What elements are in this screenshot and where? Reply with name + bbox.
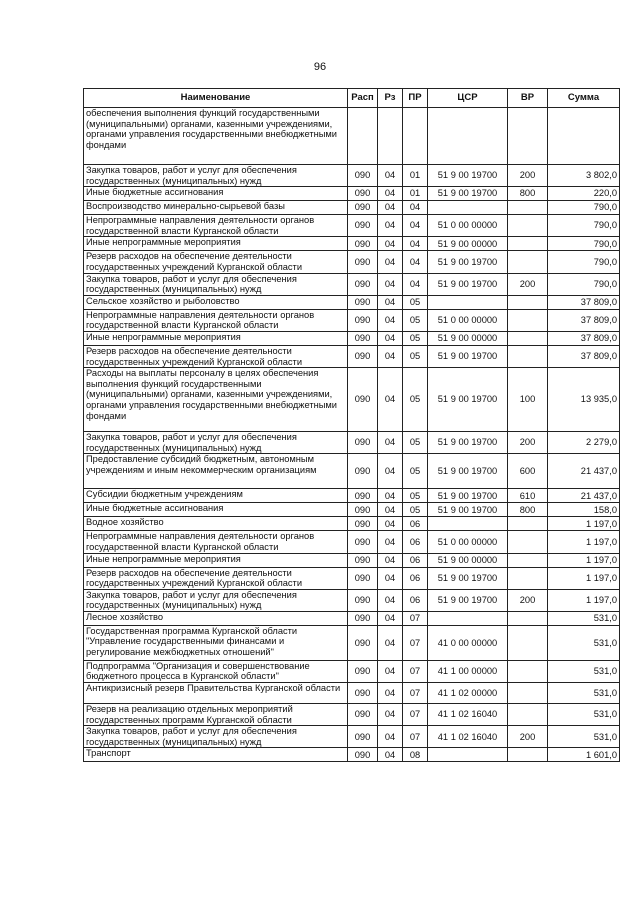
row-name: Иные непрограммные мероприятия [84,553,348,567]
row-vr: 610 [508,489,548,503]
row-csr [428,748,508,762]
row-name: Закупка товаров, работ и услуг для обеспечения государственных (муниципальных) нужд [84,432,348,454]
row-csr: 51 9 00 19700 [428,187,508,201]
row-rz: 04 [378,726,403,748]
table-row [84,683,620,704]
row-name: Закупка товаров, работ и услуг для обеспечения государственных (муниципальных) нужд [84,273,348,295]
row-name: Закупка товаров, работ и услуг для обеспечения государственных (муниципальных) нужд [84,589,348,611]
row-name: Иные непрограммные мероприятия [84,331,348,345]
row-csr [428,201,508,215]
table-row [84,215,620,237]
row-sum: 37 809,0 [548,345,620,367]
row-sum: 531,0 [548,611,620,625]
row-rz: 04 [378,531,403,553]
row-rz: 04 [378,187,403,201]
row-vr [508,295,548,309]
row-name: Резерв расходов на обеспечение деятельности государственных учреждений Курганской области [84,567,348,589]
row-pr: 01 [403,187,428,201]
budget-table [83,88,620,762]
row-csr: 41 1 00 00000 [428,660,508,682]
row-vr: 200 [508,432,548,454]
column-header-sum: Сумма [548,89,620,108]
table-row [84,660,620,682]
row-rasp: 090 [348,432,378,454]
row-csr: 41 1 02 16040 [428,726,508,748]
row-name: Непрограммные направления деятельности органов государственной власти Курганской области [84,309,348,331]
row-csr: 51 9 00 19700 [428,368,508,432]
row-rasp [348,108,378,165]
row-sum: 3 802,0 [548,165,620,187]
row-rasp: 090 [348,611,378,625]
row-rasp: 090 [348,454,378,489]
row-pr: 08 [403,748,428,762]
row-pr: 07 [403,683,428,704]
row-sum: 531,0 [548,704,620,726]
row-csr: 51 9 00 19700 [428,567,508,589]
row-rasp: 090 [348,531,378,553]
row-csr [428,517,508,531]
row-pr [403,108,428,165]
table-row [84,589,620,611]
row-rasp: 090 [348,345,378,367]
row-vr [508,345,548,367]
row-pr: 06 [403,517,428,531]
row-vr: 200 [508,726,548,748]
row-sum: 531,0 [548,683,620,704]
row-name: Сельское хозяйство и рыболовство [84,295,348,309]
row-rz: 04 [378,237,403,251]
row-csr: 51 9 00 19700 [428,432,508,454]
table-row [84,432,620,454]
table-row [84,237,620,251]
row-vr [508,517,548,531]
row-vr: 800 [508,503,548,517]
row-pr: 06 [403,589,428,611]
row-pr: 06 [403,531,428,553]
row-sum: 21 437,0 [548,489,620,503]
row-pr: 04 [403,201,428,215]
row-name: Антикризисный резерв Правительства Курганской области [84,683,348,704]
row-csr [428,108,508,165]
row-sum: 790,0 [548,201,620,215]
row-sum: 158,0 [548,503,620,517]
row-rasp: 090 [348,489,378,503]
row-rasp: 090 [348,237,378,251]
column-header-csr: ЦСР [428,89,508,108]
row-name: Государственная программа Курганской области "Управление государственными финансами и регулирование межбюджетных отношений" [84,625,348,660]
row-rasp: 090 [348,368,378,432]
table-row [84,273,620,295]
row-pr: 04 [403,251,428,273]
row-rasp: 090 [348,251,378,273]
row-pr: 04 [403,215,428,237]
row-rasp: 090 [348,331,378,345]
row-sum: 37 809,0 [548,331,620,345]
row-rz: 04 [378,611,403,625]
row-rz: 04 [378,368,403,432]
row-rz: 04 [378,589,403,611]
row-name: Иные бюджетные ассигнования [84,503,348,517]
row-csr: 51 9 00 00000 [428,331,508,345]
row-rasp: 090 [348,589,378,611]
row-pr: 04 [403,273,428,295]
row-pr: 07 [403,704,428,726]
row-rasp: 090 [348,625,378,660]
row-name: Резерв расходов на обеспечение деятельности государственных учреждений Курганской области [84,251,348,273]
row-csr: 51 9 00 19700 [428,503,508,517]
table-row [84,625,620,660]
table-row [84,517,620,531]
column-header-pr: ПР [403,89,428,108]
row-sum: 220,0 [548,187,620,201]
row-vr: 800 [508,187,548,201]
table-row [84,531,620,553]
table-row [84,704,620,726]
row-sum: 531,0 [548,726,620,748]
row-vr [508,553,548,567]
row-csr: 41 0 00 00000 [428,625,508,660]
row-csr: 51 9 00 00000 [428,553,508,567]
row-pr: 01 [403,165,428,187]
row-rz: 04 [378,625,403,660]
row-rz: 04 [378,165,403,187]
row-csr: 51 0 00 00000 [428,531,508,553]
row-rz: 04 [378,683,403,704]
row-rz: 04 [378,295,403,309]
table-row [84,309,620,331]
row-name: Резерв расходов на обеспечение деятельности государственных учреждений Курганской области [84,345,348,367]
row-rasp: 090 [348,309,378,331]
row-csr: 51 9 00 19700 [428,251,508,273]
row-vr [508,108,548,165]
table-header-row [84,89,620,108]
row-pr: 05 [403,295,428,309]
row-pr: 05 [403,331,428,345]
row-pr: 06 [403,553,428,567]
row-pr: 07 [403,611,428,625]
row-sum: 1 197,0 [548,567,620,589]
row-name: обеспечения выполнения функций государственными (муниципальными) органами, казенными учреждениями, органами управления государственными внебюджетными фондами [84,108,348,165]
row-pr: 07 [403,625,428,660]
row-pr: 05 [403,489,428,503]
row-name: Иные непрограммные мероприятия [84,237,348,251]
row-name: Субсидии бюджетным учреждениям [84,489,348,503]
row-rz: 04 [378,201,403,215]
table-row [84,503,620,517]
row-csr [428,295,508,309]
table-row [84,611,620,625]
row-vr [508,683,548,704]
row-rasp: 090 [348,187,378,201]
row-rz: 04 [378,489,403,503]
row-name: Воспроизводство минерально-сырьевой базы [84,201,348,215]
column-header-rasp: Расп [348,89,378,108]
row-vr: 600 [508,454,548,489]
row-sum: 21 437,0 [548,454,620,489]
row-rz: 04 [378,503,403,517]
row-vr [508,331,548,345]
row-vr: 200 [508,273,548,295]
row-vr: 100 [508,368,548,432]
row-rz: 04 [378,748,403,762]
row-rz: 04 [378,567,403,589]
row-vr [508,567,548,589]
row-csr: 51 0 00 00000 [428,309,508,331]
row-rasp: 090 [348,165,378,187]
row-rz: 04 [378,215,403,237]
row-vr: 200 [508,589,548,611]
row-name: Иные бюджетные ассигнования [84,187,348,201]
table-row [84,251,620,273]
row-pr: 07 [403,726,428,748]
row-sum: 790,0 [548,215,620,237]
row-sum: 790,0 [548,251,620,273]
table-row [84,187,620,201]
row-sum: 1 197,0 [548,553,620,567]
row-vr: 200 [508,165,548,187]
row-csr: 51 9 00 19700 [428,345,508,367]
row-sum: 790,0 [548,237,620,251]
table-row [84,201,620,215]
row-rz: 04 [378,309,403,331]
row-sum: 13 935,0 [548,368,620,432]
row-rz: 04 [378,660,403,682]
row-rz: 04 [378,432,403,454]
row-rasp: 090 [348,215,378,237]
row-vr [508,625,548,660]
table-row [84,489,620,503]
row-name: Предоставление субсидий бюджетным, автономным учреждениям и иным некоммерческим организациям [84,454,348,489]
row-vr [508,611,548,625]
row-sum: 37 809,0 [548,309,620,331]
row-vr [508,237,548,251]
table-row [84,108,620,165]
row-sum: 37 809,0 [548,295,620,309]
row-rasp: 090 [348,567,378,589]
row-vr [508,748,548,762]
row-name: Непрограммные направления деятельности органов государственной власти Курганской области [84,215,348,237]
table-row [84,726,620,748]
row-rz: 04 [378,704,403,726]
table-row [84,748,620,762]
row-sum: 531,0 [548,660,620,682]
row-name: Расходы на выплаты персоналу в целях обеспечения выполнения функций государственными (муниципальными) органами, казенными учреждениями, органами управления государственными внебюджетными фондами [84,368,348,432]
table-row [84,454,620,489]
table-row [84,295,620,309]
row-vr [508,660,548,682]
row-rasp: 090 [348,517,378,531]
row-rz: 04 [378,517,403,531]
row-csr: 51 9 00 19700 [428,589,508,611]
row-name: Резерв на реализацию отдельных мероприятий государственных программ Курганской области [84,704,348,726]
row-name: Непрограммные направления деятельности органов государственной власти Курганской области [84,531,348,553]
row-rz: 04 [378,553,403,567]
row-pr: 05 [403,345,428,367]
row-csr: 51 9 00 19700 [428,273,508,295]
table-row [84,165,620,187]
row-rasp: 090 [348,273,378,295]
row-sum: 531,0 [548,625,620,660]
row-sum: 2 279,0 [548,432,620,454]
row-vr [508,309,548,331]
row-rz: 04 [378,454,403,489]
row-vr [508,215,548,237]
row-csr: 51 0 00 00000 [428,215,508,237]
row-rasp: 090 [348,201,378,215]
row-rasp: 090 [348,726,378,748]
row-rz: 04 [378,345,403,367]
table-row [84,553,620,567]
row-sum: 1 197,0 [548,531,620,553]
row-rasp: 090 [348,683,378,704]
row-pr: 05 [403,432,428,454]
row-name: Закупка товаров, работ и услуг для обеспечения государственных (муниципальных) нужд [84,165,348,187]
row-csr: 41 1 02 00000 [428,683,508,704]
row-csr: 41 1 02 16040 [428,704,508,726]
row-pr: 05 [403,454,428,489]
row-name: Подпрограмма "Организация и совершенствование бюджетного процесса в Курганской области" [84,660,348,682]
row-csr [428,611,508,625]
row-sum: 1 601,0 [548,748,620,762]
row-rasp: 090 [348,295,378,309]
row-pr: 07 [403,660,428,682]
row-pr: 04 [403,237,428,251]
row-name: Транспорт [84,748,348,762]
row-rz: 04 [378,251,403,273]
row-vr [508,201,548,215]
row-csr: 51 9 00 00000 [428,237,508,251]
table-body [84,108,620,762]
row-csr: 51 9 00 19700 [428,454,508,489]
table-row [84,368,620,432]
row-rasp: 090 [348,660,378,682]
row-name: Водное хозяйство [84,517,348,531]
row-rasp: 090 [348,503,378,517]
row-sum: 1 197,0 [548,517,620,531]
row-sum [548,108,620,165]
row-rasp: 090 [348,748,378,762]
row-rz: 04 [378,273,403,295]
row-pr: 06 [403,567,428,589]
row-csr: 51 9 00 19700 [428,165,508,187]
table-row [84,567,620,589]
page-number: 96 [313,61,327,73]
row-vr [508,251,548,273]
table-row [84,331,620,345]
column-header-vr: ВР [508,89,548,108]
row-rz: 04 [378,331,403,345]
column-header-name: Наименование [84,89,348,108]
column-header-rz: Рз [378,89,403,108]
row-rasp: 090 [348,553,378,567]
row-rasp: 090 [348,704,378,726]
row-pr: 05 [403,309,428,331]
row-vr [508,704,548,726]
row-name: Закупка товаров, работ и услуг для обеспечения государственных (муниципальных) нужд [84,726,348,748]
row-csr: 51 9 00 19700 [428,489,508,503]
row-name: Лесное хозяйство [84,611,348,625]
row-vr [508,531,548,553]
table-row [84,345,620,367]
row-sum: 1 197,0 [548,589,620,611]
row-rz [378,108,403,165]
row-pr: 05 [403,368,428,432]
row-sum: 790,0 [548,273,620,295]
row-pr: 05 [403,503,428,517]
